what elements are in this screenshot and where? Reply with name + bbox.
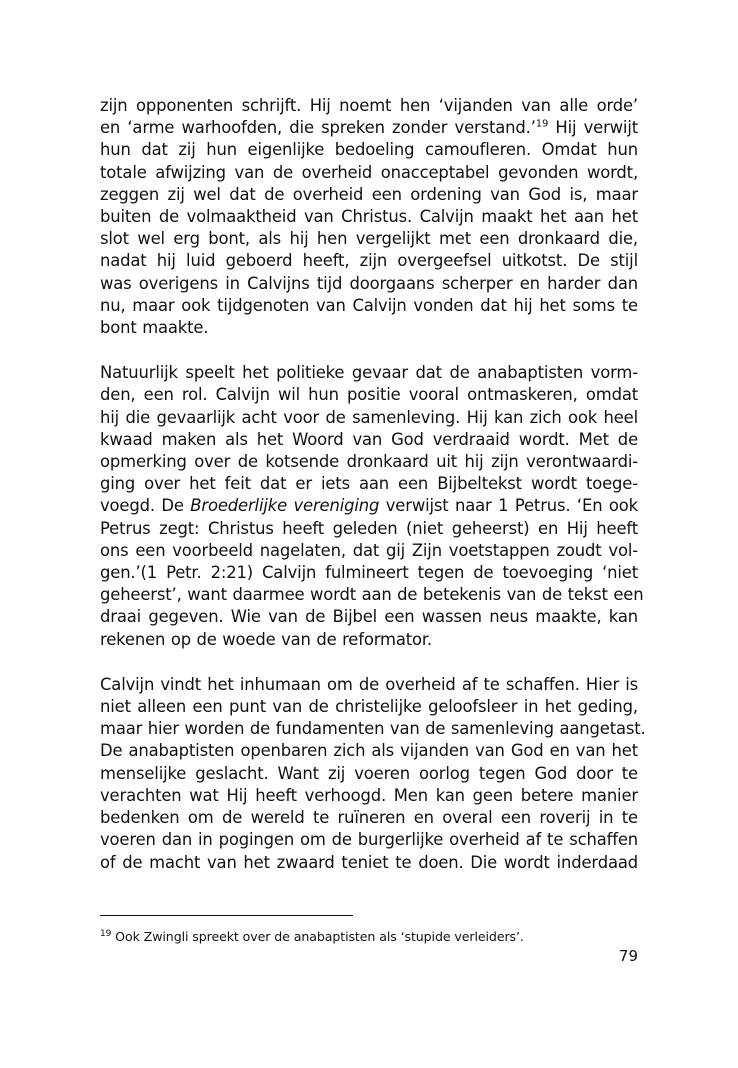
text-line: zeggen zij wel dat de overheid een ordening van God is, maar bbox=[100, 184, 638, 204]
paragraph-3 bbox=[100, 674, 646, 874]
text-line: niet alleen een punt van de christelijke geloofsleer in het geding, bbox=[100, 697, 638, 717]
footnote-number: 19 bbox=[100, 928, 112, 939]
text-line: den, een rol. Calvijn wil hun positie vooral ontmaskeren, omdat bbox=[100, 385, 638, 405]
text-line: zijn opponenten schrijft. Hij noemt hen ‘vijanden van alle orde’ bbox=[100, 96, 638, 115]
page-number: 79 bbox=[618, 947, 638, 965]
text-line: menselijke geslacht. Want zij voeren oorlog tegen God door te bbox=[100, 763, 638, 783]
text-line: bont maakte. bbox=[100, 318, 209, 338]
footnote-text: Ook Zwingli spreekt over de anabaptisten als ‘stupide verleiders’. bbox=[111, 929, 524, 944]
text-segment: Hij verwijt bbox=[548, 118, 639, 138]
text-line: opmerking over de kotsende dronkaard uit hij zijn verontwaardi- bbox=[100, 452, 638, 472]
page-body bbox=[100, 95, 646, 874]
text-line bbox=[100, 117, 638, 139]
text-line: of de macht van het zwaard teniet te doen. Die wordt inderdaad bbox=[100, 852, 638, 872]
text-line: verachten wat Hij heeft verhoogd. Men kan geen betere manier bbox=[100, 785, 638, 805]
text-line: slot wel erg bont, als hij hen vergelijkt met een dronkaard die, bbox=[100, 229, 638, 249]
footnote-divider bbox=[100, 915, 353, 916]
text-segment: voegd. De bbox=[100, 496, 191, 516]
text-line bbox=[100, 495, 638, 517]
footnote bbox=[100, 929, 638, 945]
text-line: De anabaptisten openbaren zich als vijanden van God en van het bbox=[100, 741, 638, 761]
text-line: totale afwijzing van de overheid onacceptabel gevonden wordt, bbox=[100, 162, 638, 182]
paragraph-2 bbox=[100, 362, 644, 651]
text-line: Petrus zegt: Christus heeft geleden (niet geheerst) en Hij heeft bbox=[100, 518, 638, 538]
text-line: was overigens in Calvijns tijd doorgaans scherper en harder dan bbox=[100, 273, 638, 293]
text-line: kwaad maken als het Woord van God verdraaid wordt. Met de bbox=[100, 429, 638, 449]
text-line: nu, maar ook tijdgenoten van Calvijn vonden dat hij het soms te bbox=[100, 295, 638, 315]
text-line: hij die gevaarlijk acht voor de samenleving. Hij kan zich ook heel bbox=[100, 407, 638, 427]
text-line: ons een voorbeeld nagelaten, dat gij Zijn voetstappen zoudt vol- bbox=[100, 540, 638, 560]
text-line: buiten de volmaaktheid van Christus. Calvijn maakt het aan het bbox=[100, 207, 638, 227]
text-line: draai gegeven. Wie van de Bijbel een wassen neus maakte, kan bbox=[100, 607, 638, 627]
text-line: hun dat zij hun eigenlijke bedoeling camoufleren. Omdat hun bbox=[100, 140, 638, 160]
text-line: nadat hij luid geboerd heeft, zijn overgeefsel uitkotst. De stijl bbox=[100, 251, 638, 271]
text-line: ging over het feit dat er iets aan een Bijbeltekst wordt toege- bbox=[100, 474, 638, 494]
text-line: Natuurlijk speelt het politieke gevaar dat de anabaptisten vorm- bbox=[100, 363, 638, 383]
text-line: bedenken om de wereld te ruïneren en overal een roverij in te bbox=[100, 808, 638, 828]
text-line: Calvijn vindt het inhumaan om de overheid af te schaffen. Hier is bbox=[100, 674, 638, 694]
text-line: gen.’(1 Petr. 2:21) Calvijn fulmineert tegen de toevoeging ‘niet bbox=[100, 563, 638, 583]
text-line: maar hier worden de fundamenten van de samenleving aangetast. bbox=[100, 719, 646, 739]
paragraph-1 bbox=[100, 95, 638, 339]
text-line: rekenen op de woede van de reformator. bbox=[100, 629, 433, 649]
book-title: Broederlijke vereniging bbox=[190, 496, 380, 516]
footnote-reference: 19 bbox=[535, 118, 549, 130]
text-line: voeren dan in pogingen om de burgerlijke overheid af te schaffen bbox=[100, 830, 638, 850]
text-segment: en ‘arme warhoofden, die spreken zonder verstand.’ bbox=[100, 118, 536, 138]
text-segment: verwijst naar 1 Petrus. ‘En ook bbox=[379, 496, 638, 516]
text-line: geheerst’, want daarmee wordt aan de betekenis van de tekst een bbox=[100, 585, 644, 605]
